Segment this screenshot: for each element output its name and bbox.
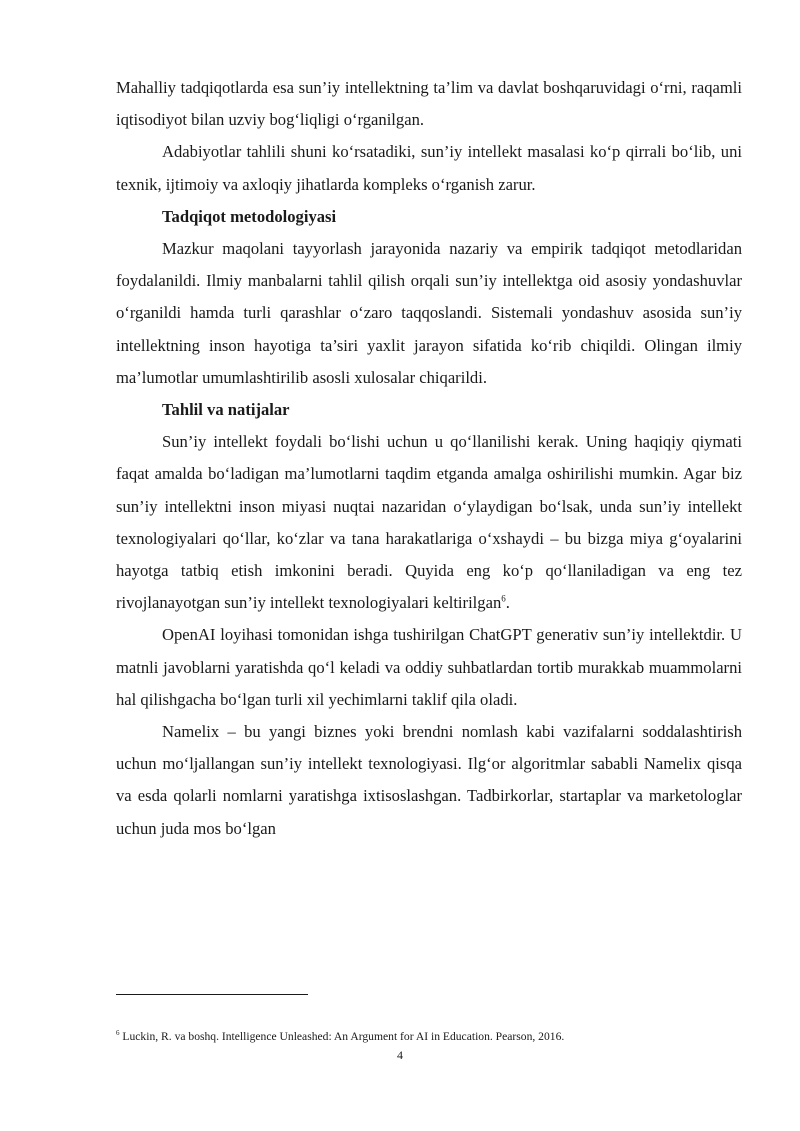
paragraph-chatgpt: OpenAI loyihasi tomonidan ishga tushirilgan ChatGPT generativ sun’iy intellektdir. U matnli javoblarni yaratishda qo‘l keladi va oddiy suhbatlardan tortib murakkab muammolarni hal qilishgacha bo‘lgan turli xil yechimlarni taklif qila oladi.: [116, 625, 742, 709]
paragraph-ai-usefulness: [116, 426, 742, 619]
paragraph-literature-analysis: Adabiyotlar tahlili shuni ko‘rsatadiki, sun’iy intellekt masalasi ko‘p qirrali bo‘lib, uni texnik, ijtimoiy va axloqiy jihatlarda kompleks o‘rganish zarur.: [116, 142, 742, 194]
footnote-marker: 6: [116, 1029, 120, 1038]
footnote-reference[interactable]: 6: [501, 593, 506, 604]
footnote: [116, 1030, 756, 1044]
heading-methodology: Tadqiqot metodologiyasi: [162, 206, 337, 226]
footnote-separator: [116, 994, 308, 995]
paragraph-ai-usefulness-text: Sun’iy intellekt foydali bo‘lishi uchun u qo‘llanilishi kerak. Uning haqiqiy qiymati faqat amalda bo‘ladigan ma’lumotlarni taqdim etganda amalga oshirilishi mumkin. Agar biz sun’iy intellektni inson miyasi nuqtai nazaridan o‘ylaydigan bo‘lsak, unda sun’iy intellekt texnologiyalari qo‘llar, ko‘zlar va tana harakatlariga o‘xshaydi – bu bizga miya g‘oyalarini hayotga tatbiq etish imkonini beradi. Quyida eng ko‘p qo‘llaniladigan va eng tez rivojlanayotgan sun’iy intellekt texnologiyalari keltirilgan: [116, 432, 742, 613]
paragraph-end-punctuation: .: [505, 593, 510, 613]
page-number: 4: [397, 1048, 403, 1062]
footnote-text: Luckin, R. va boshq. Intelligence Unleashed: An Argument for AI in Education. Pearson, 2016.: [119, 1030, 565, 1043]
body-text: [116, 72, 742, 845]
paragraph-local-research: Mahalliy tadqiqotlarda esa sun’iy intellektning ta’lim va davlat boshqaruvidagi o‘rni, raqamli iqtisodiyot bilan uzviy bog‘liqligi o‘rganilgan.: [116, 78, 742, 130]
paragraph-namelix: Namelix – bu yangi biznes yoki brendni nomlash kabi vazifalarni soddalashtirish uchun mo‘ljallangan sun’iy intellekt texnologiyasi. Ilg‘or algoritmlar sababli Namelix qisqa va esda qolarli nomlarni yaratishga ixtisoslashgan. Tadbirkorlar, startaplar va marketologlar uchun juda mos bo‘lgan: [116, 722, 742, 838]
heading-analysis-results: Tahlil va natijalar: [162, 400, 290, 420]
paragraph-methodology: Mazkur maqolani tayyorlash jarayonida nazariy va empirik tadqiqot metodlaridan foydalanildi. Ilmiy manbalarni tahlil qilish orqali sun’iy intellektga oid asosiy yondashuvlar o‘rganildi hamda turli qarashlar o‘zaro taqqoslandi. Sistemali yondashuv asosida sun’iy intellektning inson hayotiga ta’siri yaxlit jarayon sifatida ko‘rib chiqildi. Olingan ilmiy ma’lumotlar umumlashtirilib asosli xulosalar chiqarildi.: [116, 239, 742, 387]
